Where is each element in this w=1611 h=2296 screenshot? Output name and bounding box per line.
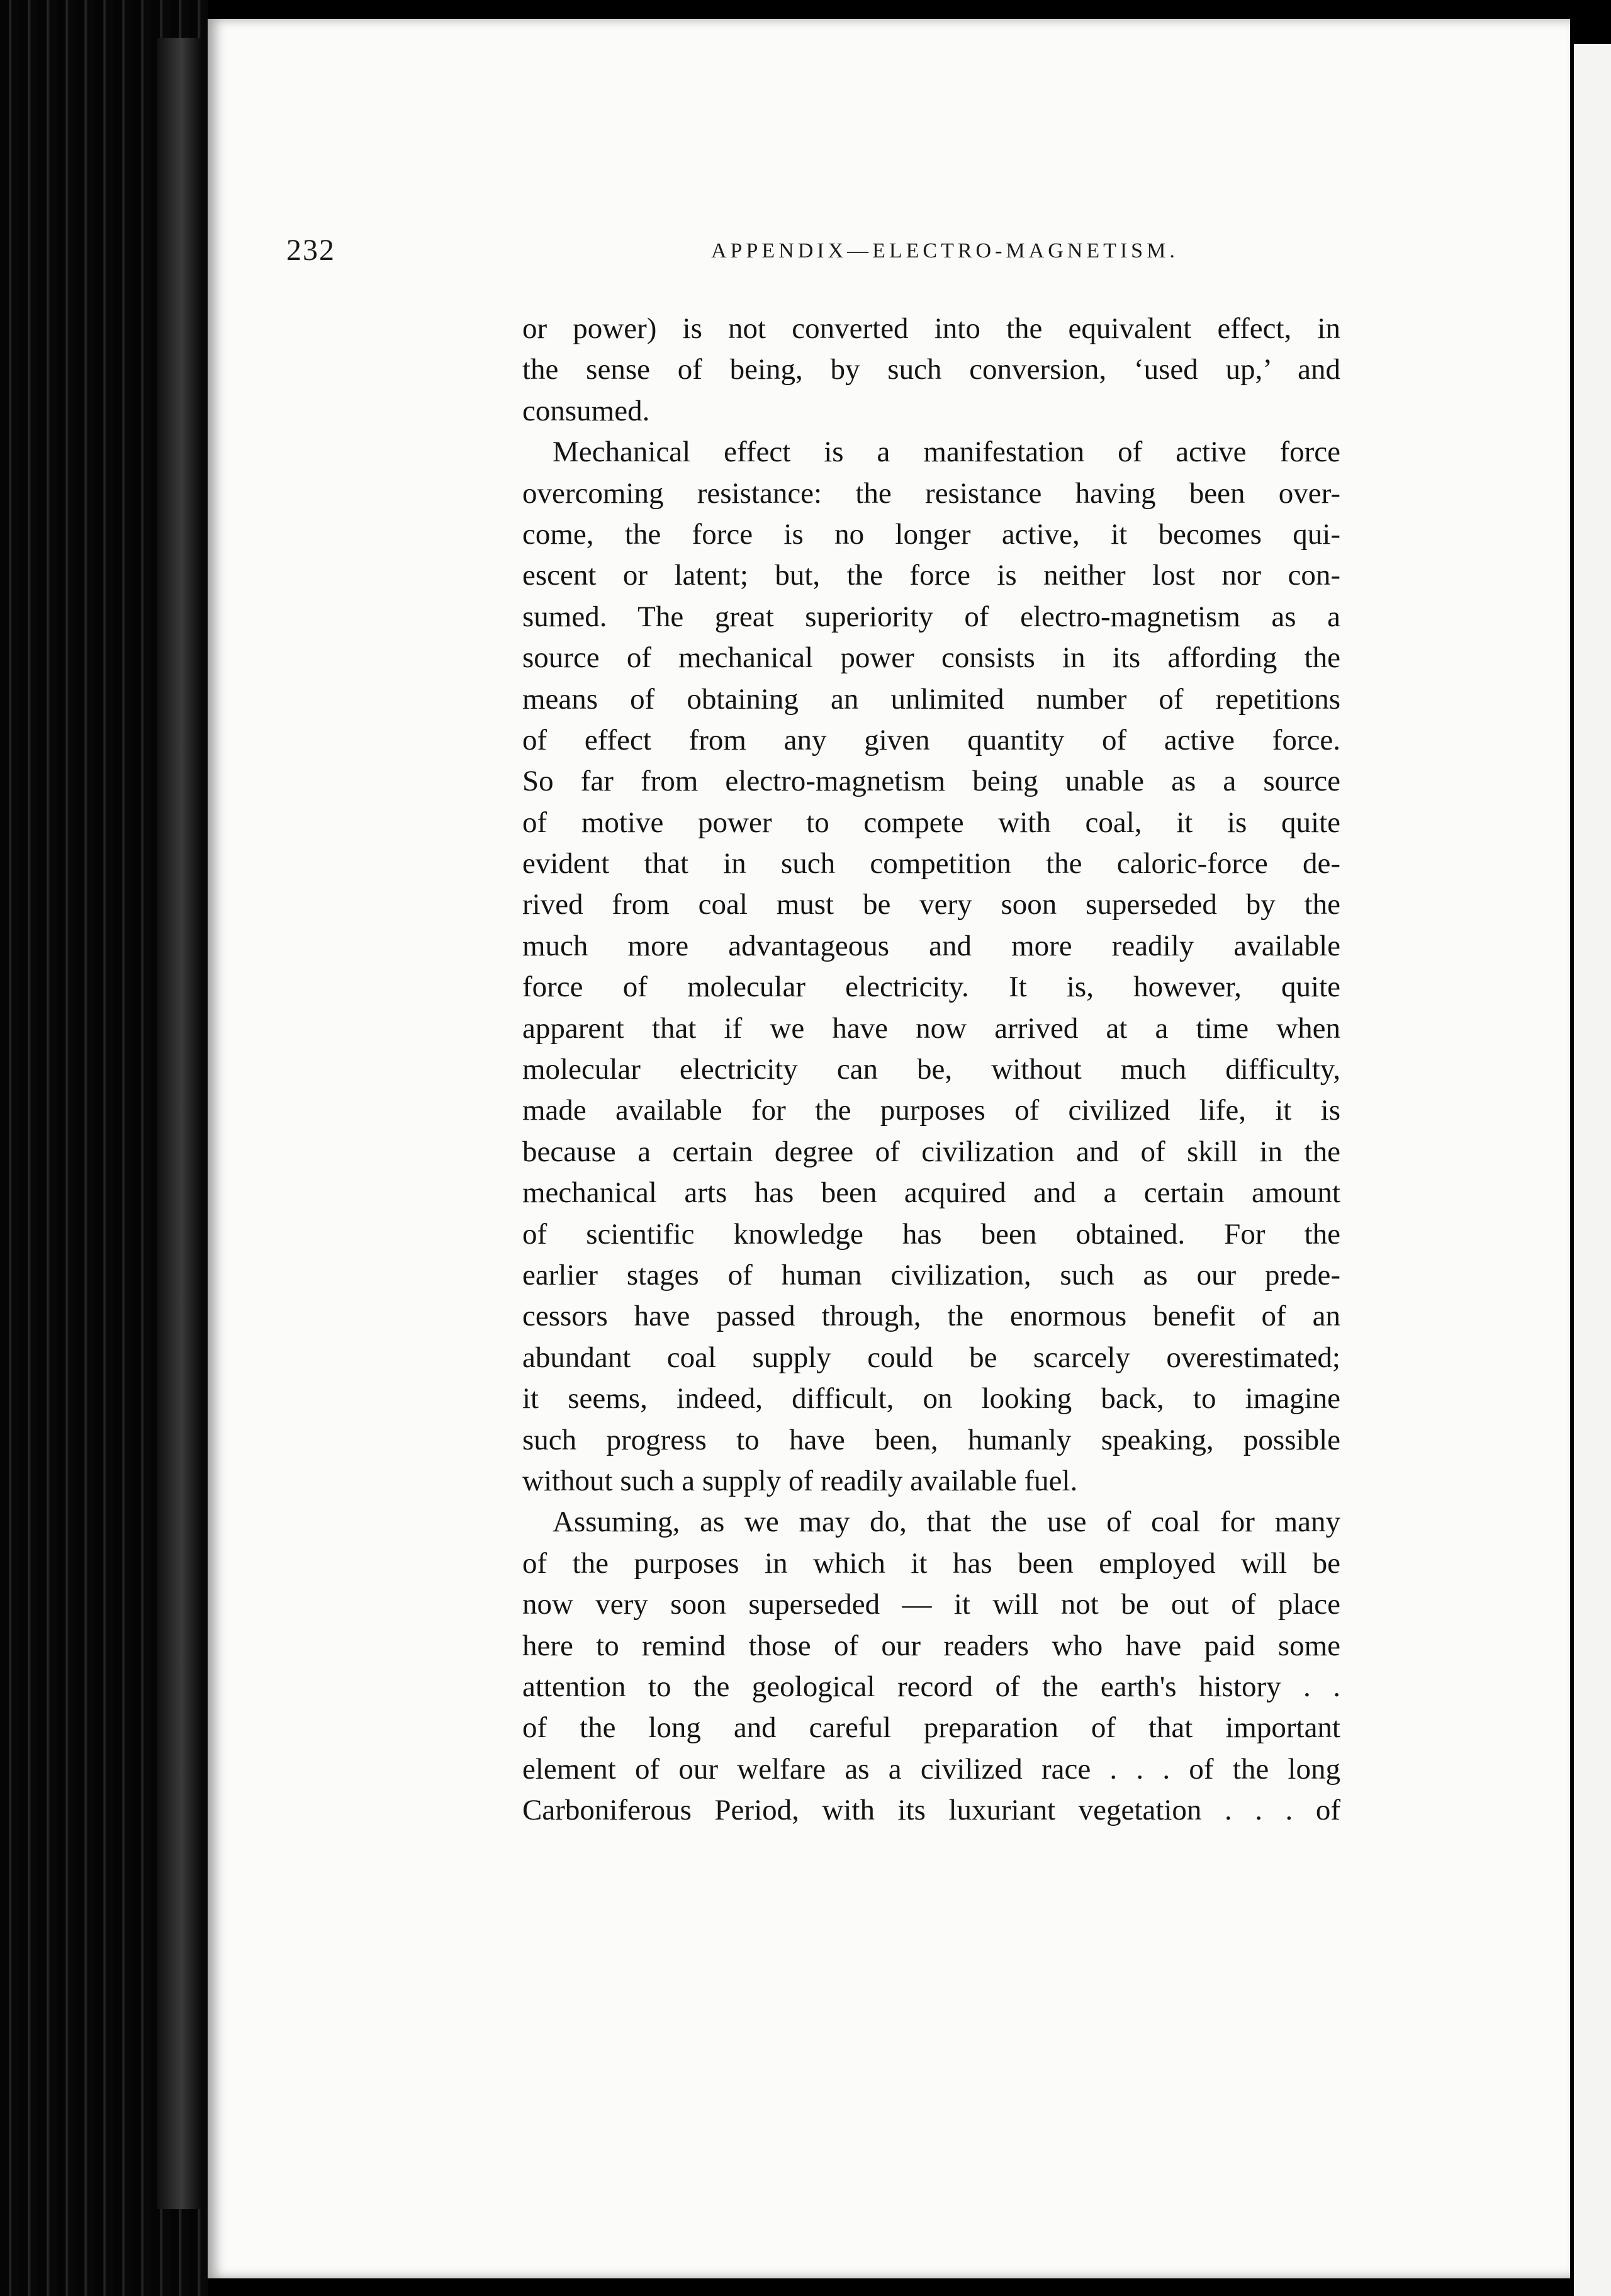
text-line: apparent that if we have now arrived at a time when bbox=[522, 1011, 1340, 1045]
text-line: of motive power to compete with coal, it is quite bbox=[522, 806, 1340, 839]
text-line: force of molecular electricity. It is, however, quite bbox=[522, 971, 1340, 1004]
text-line: Carboniferous Period, with its luxuriant vegetation . . . of bbox=[522, 1794, 1340, 1827]
text-line: overcoming resistance: the resistance having been over- bbox=[522, 476, 1340, 510]
text-line: now very soon superseded — it will not be out of place bbox=[522, 1588, 1340, 1621]
text-line: Assuming, as we may do, that the use of coal for many bbox=[553, 1505, 1340, 1539]
text-line: abundant coal supply could be scarcely overestimated; bbox=[522, 1341, 1340, 1374]
book-page-edges bbox=[0, 0, 208, 2296]
text-line: evident that in such competition the caloric-force de- bbox=[522, 847, 1340, 881]
text-line: of the long and careful preparation of that important bbox=[522, 1711, 1340, 1745]
text-line: consumed. bbox=[522, 394, 650, 427]
text-line: escent or latent; but, the force is neither lost nor con- bbox=[522, 559, 1340, 592]
text-line: rived from coal must be very soon superseded by the bbox=[522, 888, 1340, 921]
text-line: such progress to have been, humanly speaking, possible bbox=[522, 1423, 1340, 1456]
text-line: So far from electro-magnetism being unable as a source bbox=[522, 765, 1340, 798]
text-line: it seems, indeed, difficult, on looking back, to imagine bbox=[522, 1382, 1340, 1415]
page-number: 232 bbox=[286, 234, 335, 267]
text-line: come, the force is no longer active, it becomes qui- bbox=[522, 517, 1340, 551]
text-line: here to remind those of our readers who have paid some bbox=[522, 1629, 1340, 1662]
text-line: sumed. The great superiority of electro-magnetism as a bbox=[522, 600, 1340, 633]
text-line: the sense of being, by such conversion, ‘used up,’ and bbox=[522, 353, 1340, 386]
text-line: without such a supply of readily available fuel. bbox=[522, 1464, 1078, 1497]
text-line: element of our welfare as a civilized race . . . of the long bbox=[522, 1752, 1340, 1786]
text-line: much more advantageous and more readily available bbox=[522, 929, 1340, 962]
text-line: molecular electricity can be, without much difficulty, bbox=[522, 1053, 1340, 1086]
text-line: means of obtaining an unlimited number of repetitions bbox=[522, 682, 1340, 716]
text-line: earlier stages of human civilization, such as our prede- bbox=[522, 1258, 1340, 1292]
text-line: made available for the purposes of civilized life, it is bbox=[522, 1094, 1340, 1127]
text-line: of scientific knowledge has been obtained. For the bbox=[522, 1217, 1340, 1251]
text-line: of effect from any given quantity of active force. bbox=[522, 723, 1340, 757]
running-head: APPENDIX—ELECTRO-MAGNETISM. bbox=[711, 239, 1179, 262]
text-line: because a certain degree of civilization and of skill in the bbox=[522, 1135, 1340, 1168]
page-header bbox=[286, 233, 1344, 283]
text-line: mechanical arts has been acquired and a certain amount bbox=[522, 1176, 1340, 1210]
text-line: cessors have passed through, the enormous benefit of an bbox=[522, 1300, 1340, 1333]
text-line: source of mechanical power consists in its affording the bbox=[522, 641, 1340, 675]
text-line: attention to the geological record of the earth's history . . bbox=[522, 1670, 1340, 1703]
text-line: of the purposes in which it has been employed will be bbox=[522, 1546, 1340, 1580]
text-line: or power) is not converted into the equivalent effect, in bbox=[522, 312, 1340, 345]
body-text bbox=[522, 308, 1340, 1831]
facing-page-edge bbox=[1570, 44, 1611, 2296]
text-line: Mechanical effect is a manifestation of active force bbox=[553, 436, 1340, 469]
